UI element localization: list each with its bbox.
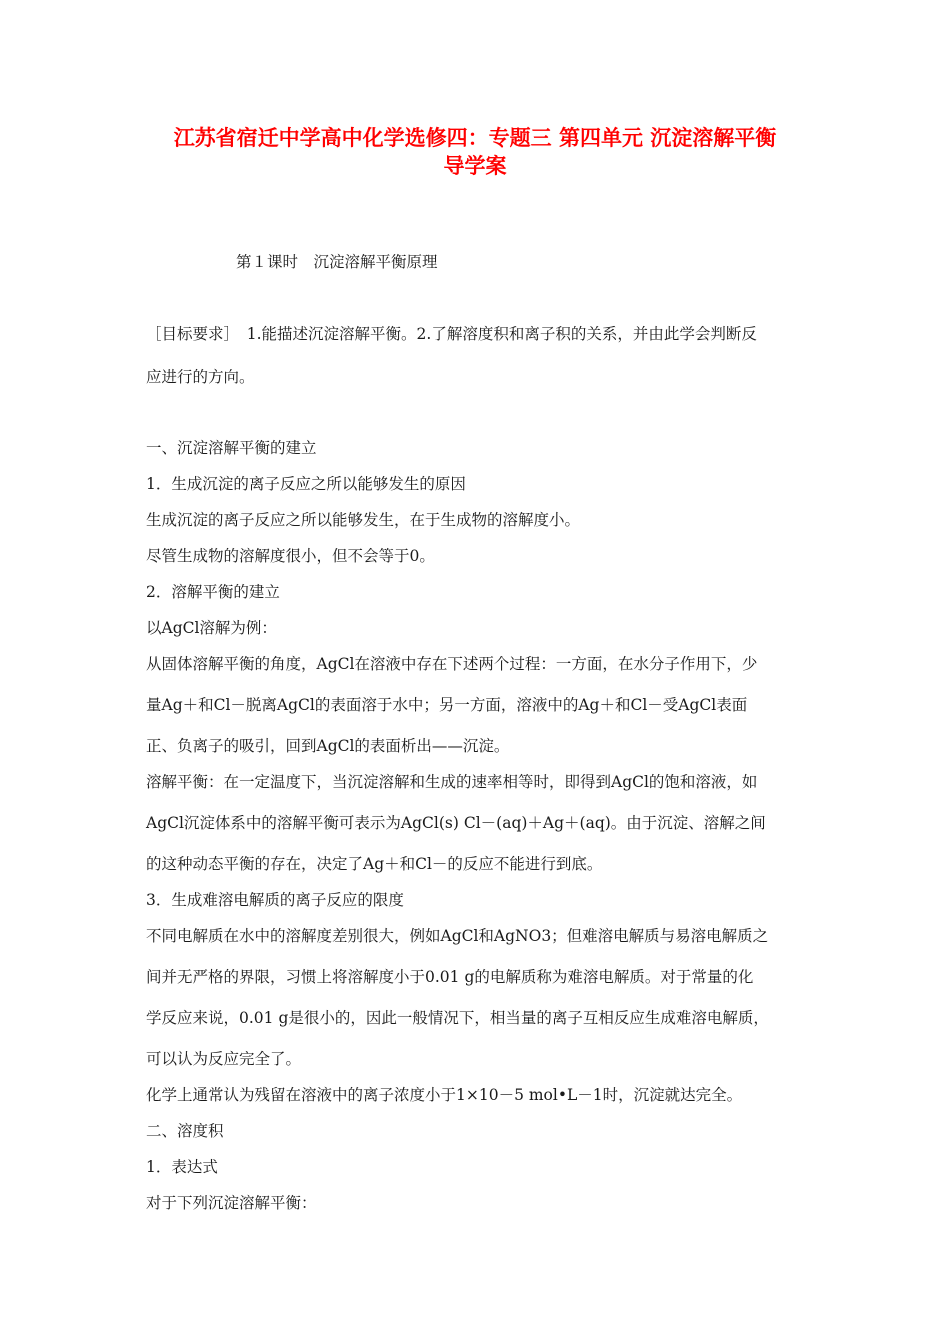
paragraph-line: 化学上通常认为残留在溶液中的离子浓度小于1×10－5 mol•L－1时，沉淀就达完全。 bbox=[146, 1086, 743, 1104]
paragraph-line: 对于下列沉淀溶解平衡： bbox=[146, 1194, 317, 1212]
paragraph-line: 不同电解质在水中的溶解度差别很大，例如AgCl和AgNO3；但难溶电解质与易溶电解质之 bbox=[146, 927, 769, 945]
paragraph-line: 从固体溶解平衡的角度，AgCl在溶液中存在下述两个过程：一方面，在水分子作用下，少 bbox=[146, 655, 758, 673]
paragraph-line: 溶解平衡：在一定温度下，当沉淀溶解和生成的速率相等时，即得到AgCl的饱和溶液，如 bbox=[146, 773, 758, 791]
subsection-heading-1-1: 1．生成沉淀的离子反应之所以能够发生的原因 bbox=[146, 475, 466, 493]
paragraph-line: 正、负离子的吸引，回到AgCl的表面析出——沉淀。 bbox=[146, 737, 510, 755]
subsection-heading-1-3: 3．生成难溶电解质的离子反应的限度 bbox=[146, 891, 404, 909]
lesson-heading: 第１课时 沉淀溶解平衡原理 bbox=[236, 253, 438, 271]
subsection-heading-1-2: 2．溶解平衡的建立 bbox=[146, 583, 280, 601]
title-line-1: 江苏省宿迁中学高中化学选修四：专题三 第四单元 沉淀溶解平衡 bbox=[173, 126, 777, 150]
paragraph-line: AgCl沉淀体系中的溶解平衡可表示为AgCl(s) Cl－(aq)＋Ag＋(aq)。由于沉淀、溶解之间 bbox=[146, 814, 766, 832]
paragraph-line: 间并无严格的界限，习惯上将溶解度小于0.01 g的电解质称为难溶电解质。对于常量的化 bbox=[146, 968, 754, 986]
paragraph-line: 可以认为反应完全了。 bbox=[146, 1050, 302, 1068]
paragraph-line: 的这种动态平衡的存在，决定了Ag＋和Cl－的反应不能进行到底。 bbox=[146, 855, 603, 873]
section-heading-2: 二、溶度积 bbox=[146, 1122, 224, 1140]
paragraph-line: 以AgCl溶解为例： bbox=[146, 619, 277, 637]
title-line-2: 导学案 bbox=[443, 154, 507, 178]
paragraph-line: 量Ag＋和Cl－脱离AgCl的表面溶于水中；另一方面，溶液中的Ag＋和Cl－受AgCl表面 bbox=[146, 696, 748, 714]
document-title bbox=[120, 124, 830, 180]
section-heading-1: 一、沉淀溶解平衡的建立 bbox=[146, 439, 317, 457]
paragraph-line: 学反应来说，0.01 g是很小的，因此一般情况下，相当量的离子互相反应生成难溶电解质， bbox=[146, 1009, 769, 1027]
paragraph-line: 生成沉淀的离子反应之所以能够发生，在于生成物的溶解度小。 bbox=[146, 511, 581, 529]
paragraph-line: 尽管生成物的溶解度很小，但不会等于0。 bbox=[146, 547, 435, 565]
subsection-heading-2-1: 1．表达式 bbox=[146, 1158, 218, 1176]
objective-line-2: 应进行的方向。 bbox=[146, 368, 255, 386]
objective-line-1: ［目标要求］ 1.能描述沉淀溶解平衡。2.了解溶度积和离子积的关系，并由此学会判断反 bbox=[146, 325, 757, 343]
